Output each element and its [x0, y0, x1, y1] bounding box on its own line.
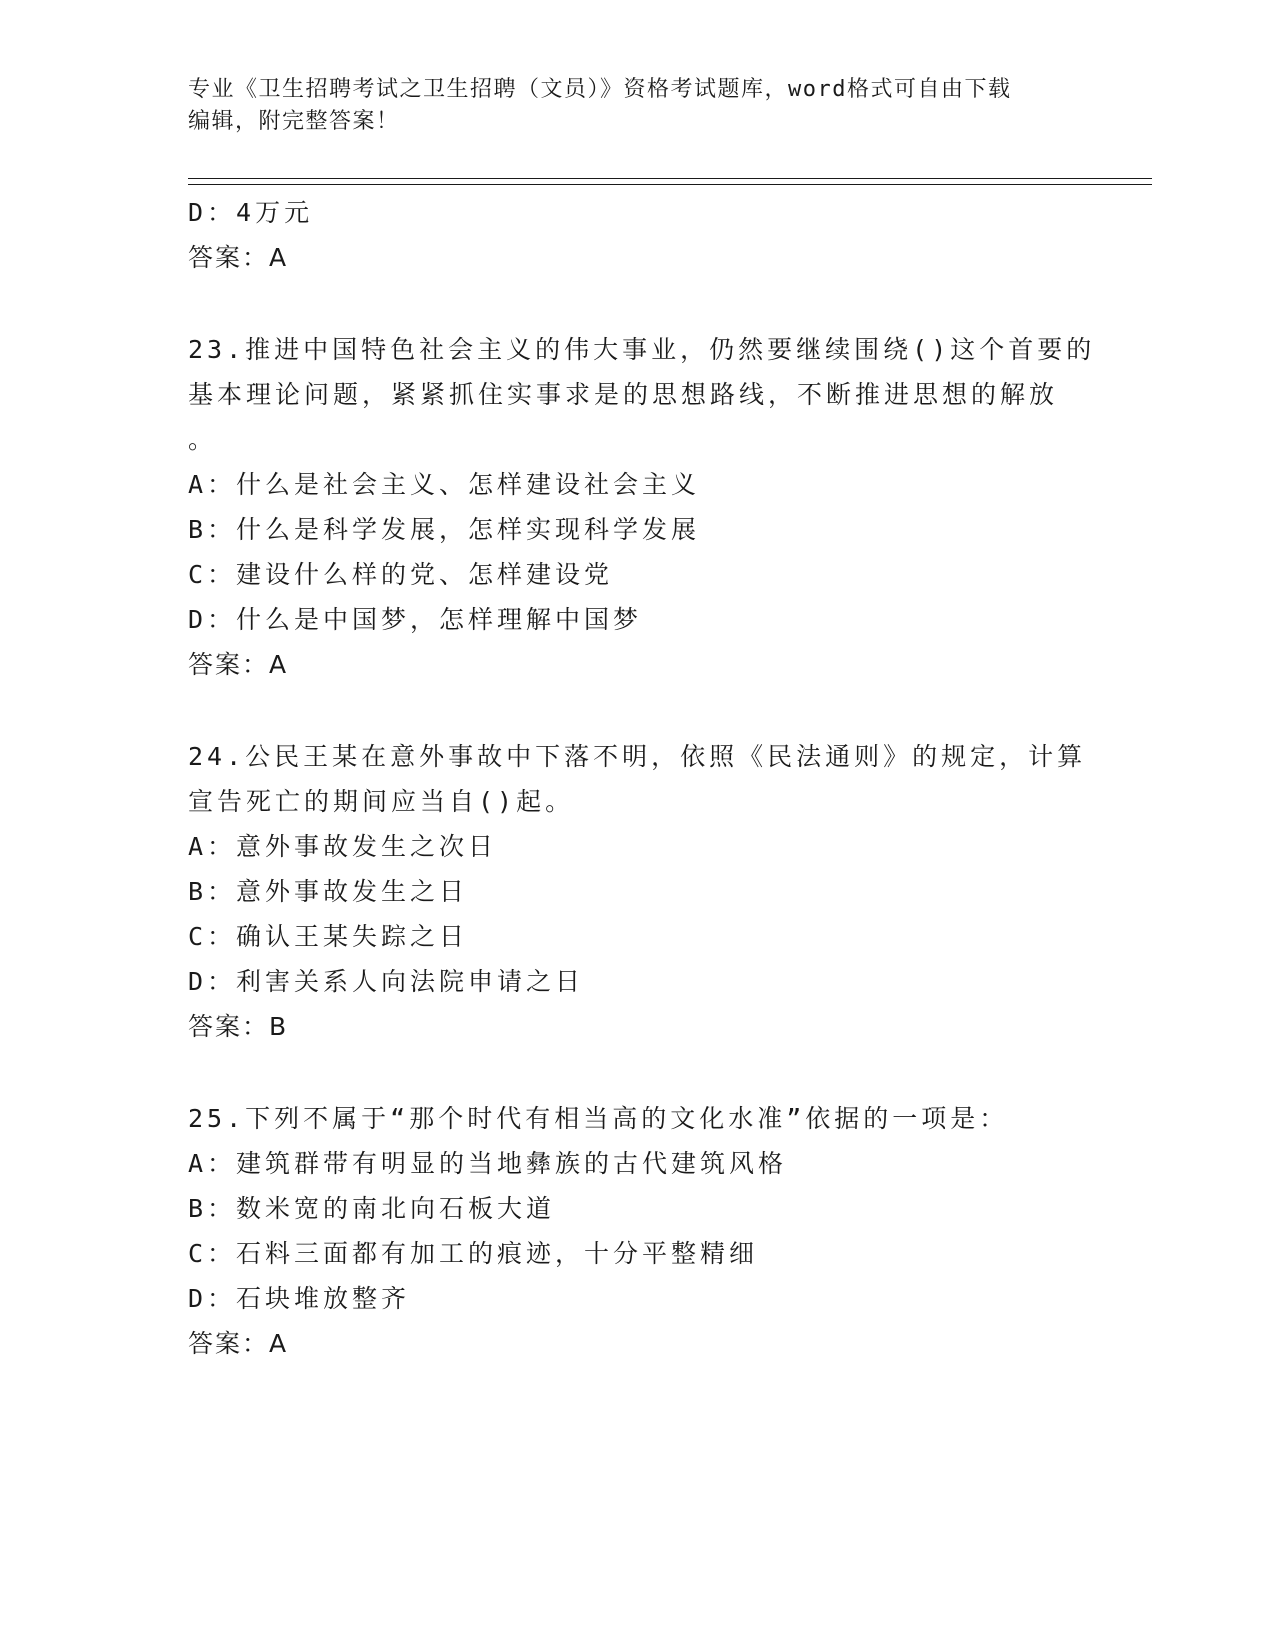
- question-25: [188, 1096, 1088, 1366]
- header-line-1: 专业《卫生招聘考试之卫生招聘（文员）》资格考试题库，word格式可自由下载: [188, 77, 1012, 102]
- question-23: [188, 327, 1096, 687]
- option-d: D：4万元: [188, 198, 314, 227]
- answer-line: 答案：A: [188, 1329, 289, 1358]
- document-header: [188, 74, 1088, 138]
- question-stem-line: 24.公民王某在意外事故中下落不明，依照《民法通则》的规定，计算: [188, 742, 1087, 771]
- option-d: D：什么是中国梦，怎样理解中国梦: [188, 605, 643, 634]
- question-stem-line: 25.下列不属于“那个时代有相当高的文化水准”依据的一项是：: [188, 1104, 1009, 1133]
- option-b: B：什么是科学发展，怎样实现科学发展: [188, 515, 701, 544]
- question-stem-line: 基本理论问题，紧紧抓住实事求是的思想路线，不断推进思想的解放: [188, 380, 1059, 409]
- option-c: C：建设什么样的党、怎样建设党: [188, 560, 614, 589]
- header-divider-top: [188, 178, 1152, 179]
- question-list: [188, 190, 1096, 1366]
- answer-line: 答案：A: [188, 650, 289, 679]
- answer-line: 答案：B: [188, 1012, 289, 1041]
- option-b: B：数米宽的南北向石板大道: [188, 1194, 556, 1223]
- header-line-2: 编辑，附完整答案！: [188, 109, 400, 134]
- option-a: A：意外事故发生之次日: [188, 832, 498, 861]
- previous-question-tail: [188, 190, 1088, 280]
- option-c: C：石料三面都有加工的痕迹，十分平整精细: [188, 1239, 759, 1268]
- header-divider-bottom: [188, 184, 1152, 185]
- answer-line: 答案：A: [188, 243, 289, 272]
- question-stem-line: 23.推进中国特色社会主义的伟大事业，仍然要继续围绕()这个首要的: [188, 335, 1096, 364]
- question-stem-line: 宣告死亡的期间应当自()起。: [188, 787, 575, 816]
- option-b: B：意外事故发生之日: [188, 877, 469, 906]
- option-d: D：利害关系人向法院申请之日: [188, 967, 585, 996]
- option-a: A：建筑群带有明显的当地彝族的古代建筑风格: [188, 1149, 788, 1178]
- question-stem-line: 。: [188, 425, 218, 454]
- option-a: A：什么是社会主义、怎样建设社会主义: [188, 470, 701, 499]
- question-24: [188, 734, 1088, 1049]
- option-c: C：确认王某失踪之日: [188, 922, 469, 951]
- option-d: D：石块堆放整齐: [188, 1284, 411, 1313]
